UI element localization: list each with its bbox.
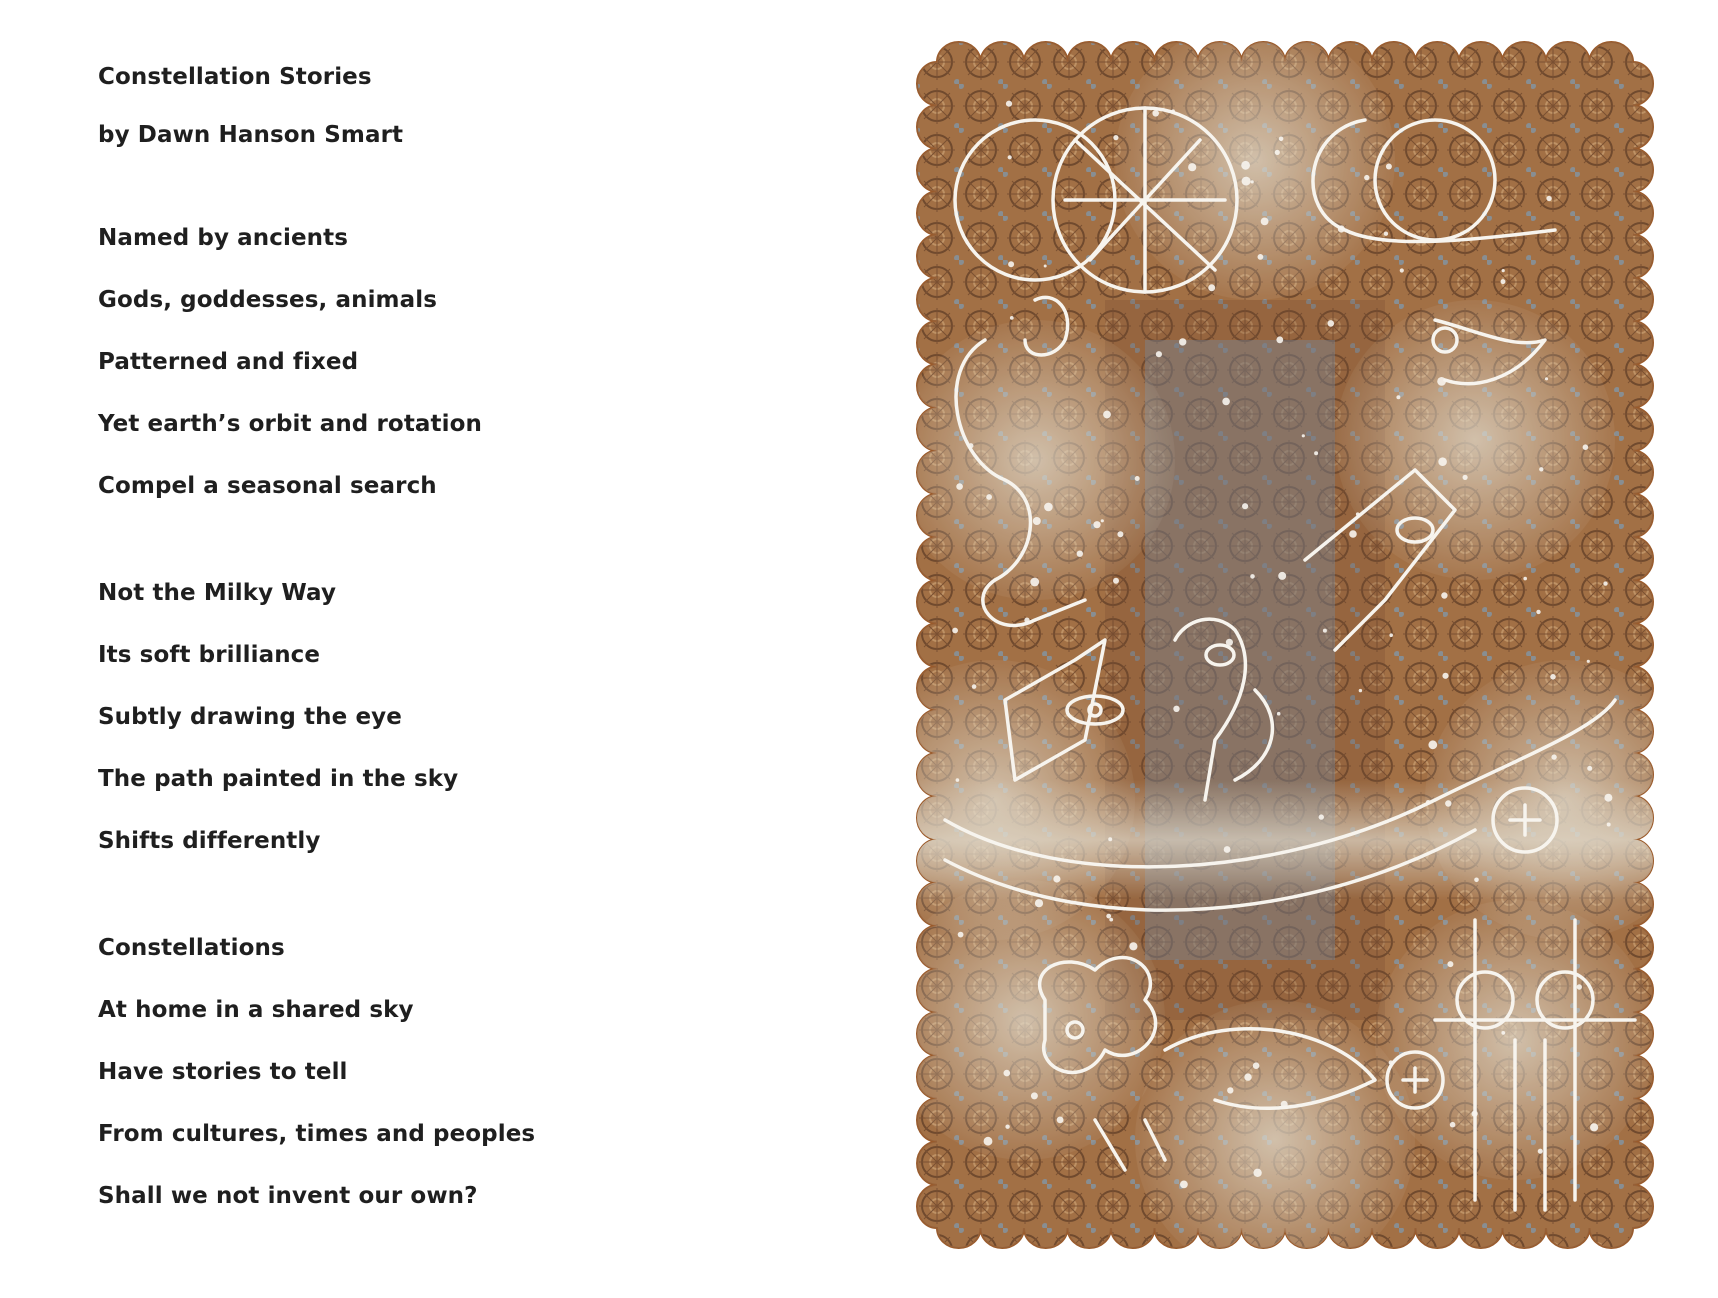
poem-line: Patterned and fixed (98, 349, 359, 375)
artwork-painting (915, 40, 1655, 1250)
poem-title: Constellation Stories (98, 64, 372, 90)
poem-line: From cultures, times and peoples (98, 1121, 536, 1147)
poem-line: Constellations (98, 935, 285, 961)
poem-line: Yet earth’s orbit and rotation (98, 411, 482, 437)
poem-line: Subtly drawing the eye (98, 704, 402, 730)
poem-line: Compel a seasonal search (98, 473, 437, 499)
poem-line: Shifts differently (98, 828, 321, 854)
poem-line: Named by ancients (98, 225, 349, 251)
poem-line: Have stories to tell (98, 1059, 348, 1085)
poem-line: The path painted in the sky (98, 766, 459, 792)
poem-line: Not the Milky Way (98, 580, 337, 606)
poem-line: Gods, goddesses, animals (98, 287, 438, 313)
poem-line: Shall we not invent our own? (98, 1183, 478, 1209)
poem-author: by Dawn Hanson Smart (98, 122, 404, 148)
poem-line: Its soft brilliance (98, 642, 321, 668)
poem-line: At home in a shared sky (98, 997, 414, 1023)
